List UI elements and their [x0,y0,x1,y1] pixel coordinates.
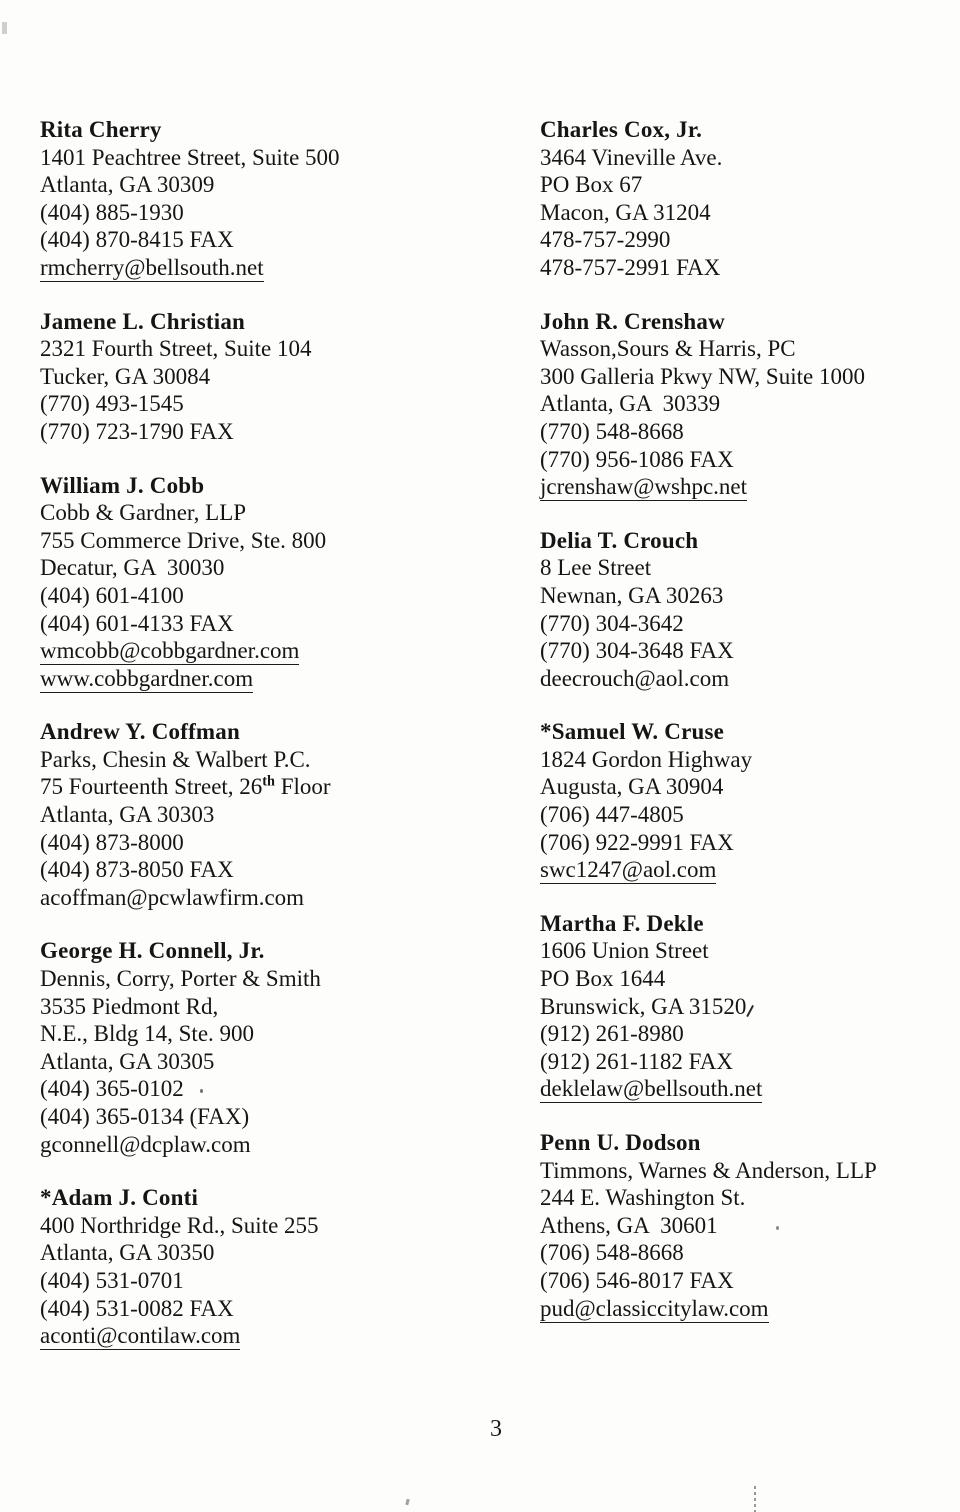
contact-line: 400 Northridge Rd., Suite 255 [40,1212,319,1238]
contact-line: Atlanta, GA 30309 [40,172,215,198]
contact-line: 755 Commerce Drive, Ste. 800 [40,527,327,553]
contact-link-text: www.cobbgardner.com [40,665,254,691]
contact-column-right [540,116,960,1348]
contact-line: (706) 447-4805 [540,802,684,828]
contact-name: George H. Connell, Jr. [40,938,265,964]
contact-line: (404) 365-0134 (FAX) [40,1104,250,1129]
contact-line: (404) 531-0701 [40,1267,184,1293]
contact-link-line [40,637,515,665]
contact-line: Parks, Chesin & Walbert P.C. [40,746,311,772]
contact-name: John R. Crenshaw [540,308,725,334]
contact-line: 1824 Gordon Highway [540,746,753,772]
contact-name: Penn U. Dodson [540,1130,701,1155]
contact-link-line [540,1075,960,1103]
contact-name: Jamene L. Christian [40,308,246,334]
contact-entry [540,527,960,693]
contact-line: (404) 531-0082 FAX [40,1295,234,1321]
contact-line: Augusta, GA 30904 [540,774,724,800]
ordinal-suffix: th [262,773,275,790]
contact-name: Rita Cherry [40,117,162,142]
contact-line: Brunswick, GA 31520 [540,993,960,1021]
contact-link-line [40,1322,515,1350]
contact-line: Cobb & Gardner, LLP [40,500,247,526]
contact-entry [540,718,960,884]
contact-line: Newnan, GA 30263 [540,582,724,608]
contact-line: 75 Fourteenth Street, 26th Floor [40,773,331,800]
contact-line: (404) 873-8050 FAX [40,857,234,883]
contact-line: Macon, GA 31204 [540,199,711,225]
contact-link-text: jcrenshaw@wshpc.net [540,474,748,500]
contact-line: Atlanta, GA 30305 [40,1048,215,1074]
contact-line: gconnell@dcplaw.com [40,1131,251,1157]
contact-name: Martha F. Dekle [540,910,704,936]
contact-name: *Adam J. Conti [40,1185,199,1211]
contact-line: (404) 365-0102 [40,1075,515,1103]
contact-line: PO Box 67 [540,172,643,198]
contact-link-line [40,254,515,282]
contact-line: Athens, GA 30601 [540,1212,960,1240]
contact-name: Andrew Y. Coffman [40,719,240,745]
contact-name: William J. Cobb [40,472,205,498]
contact-link-line [540,1295,960,1323]
contact-entry [40,308,515,446]
contact-link-line [540,856,960,884]
contact-entry [40,116,515,282]
contact-line: Decatur, GA 30030 [40,555,225,581]
contact-line: Dennis, Corry, Porter & Smith [40,966,321,992]
contact-link-text: rmcherry@bellsouth.net [40,254,264,280]
contact-line: (404) 601-4133 FAX [40,610,234,636]
contact-line: (404) 870-8415 FAX [40,227,234,253]
contact-name: Charles Cox, Jr. [540,117,703,142]
contact-line: 478-757-2990 [540,227,671,253]
contact-name: *Samuel W. Cruse [540,719,725,745]
contact-link-text: pud@classiccitylaw.com [540,1295,769,1321]
contact-entry [540,308,960,501]
contact-line: (770) 723-1790 FAX [40,418,234,444]
scan-artifact [776,1226,779,1230]
contact-line: Atlanta, GA 30339 [540,391,721,417]
contact-line: 244 E. Washington St. [540,1185,746,1211]
contact-entry [540,910,960,1103]
contact-line: (404) 885-1930 [40,199,184,225]
contact-line: 2321 Fourth Street, Suite 104 [40,336,312,362]
contact-line: (404) 873-8000 [40,829,184,855]
contact-line: (770) 493-1545 [40,391,184,417]
contact-column-left [40,116,515,1376]
contact-entry [540,116,960,282]
contact-line: acoffman@pcwlawfirm.com [40,884,305,910]
contact-line: (912) 261-1182 FAX [540,1048,733,1074]
contact-link-text: deklelaw@bellsouth.net [540,1076,763,1102]
contact-link-text: aconti@contilaw.com [40,1323,241,1349]
contact-link-text: wmcobb@cobbgardner.com [40,638,300,664]
contact-entry [40,1184,515,1350]
contact-line: deecrouch@aol.com [540,665,730,691]
scan-artifact [747,1004,755,1016]
contact-line: (770) 304-3642 [540,610,684,636]
contact-line: 3535 Piedmont Rd, [40,993,219,1019]
contact-entry [540,1129,960,1322]
contact-line: Tucker, GA 30084 [40,363,211,389]
contact-line: 1606 Union Street [540,938,709,964]
contact-line: (706) 548-8668 [540,1240,684,1266]
contact-line: Atlanta, GA 30303 [40,802,215,828]
contact-line: (770) 304-3648 FAX [540,638,734,664]
contact-line: (706) 922-9991 FAX [540,829,734,855]
contact-link-line [40,665,515,693]
scan-artifact [405,1499,409,1506]
contact-line: 300 Galleria Pkwy NW, Suite 1000 [540,363,865,389]
contact-entry [40,472,515,693]
contact-line: (770) 548-8668 [540,418,684,444]
contact-line: 8 Lee Street [540,555,652,581]
contact-line: Wasson,Sours & Harris, PC [540,336,796,362]
contact-line: N.E., Bldg 14, Ste. 900 [40,1021,255,1047]
contact-line: PO Box 1644 [540,966,666,992]
page-number: 3 [490,1416,502,1442]
contact-line: (912) 261-8980 [540,1021,684,1047]
contact-line: 3464 Vineville Ave. [540,144,723,170]
contact-line: Timmons, Warnes & Anderson, LLP [540,1157,877,1183]
contact-name: Delia T. Crouch [540,527,699,553]
contact-line: (770) 956-1086 FAX [540,446,734,472]
contact-entry [40,718,515,911]
scan-artifact [754,1486,756,1512]
contact-entry [40,937,515,1158]
contact-line: (706) 546-8017 FAX [540,1267,734,1293]
contact-line: 1401 Peachtree Street, Suite 500 [40,144,340,170]
contact-link-line [540,473,960,501]
contact-line: 478-757-2991 FAX [540,254,721,280]
scan-artifact [2,22,7,34]
contact-link-text: swc1247@aol.com [540,857,717,883]
contact-line: (404) 601-4100 [40,582,184,608]
contact-line: Atlanta, GA 30350 [40,1240,215,1266]
scan-artifact [200,1089,203,1093]
